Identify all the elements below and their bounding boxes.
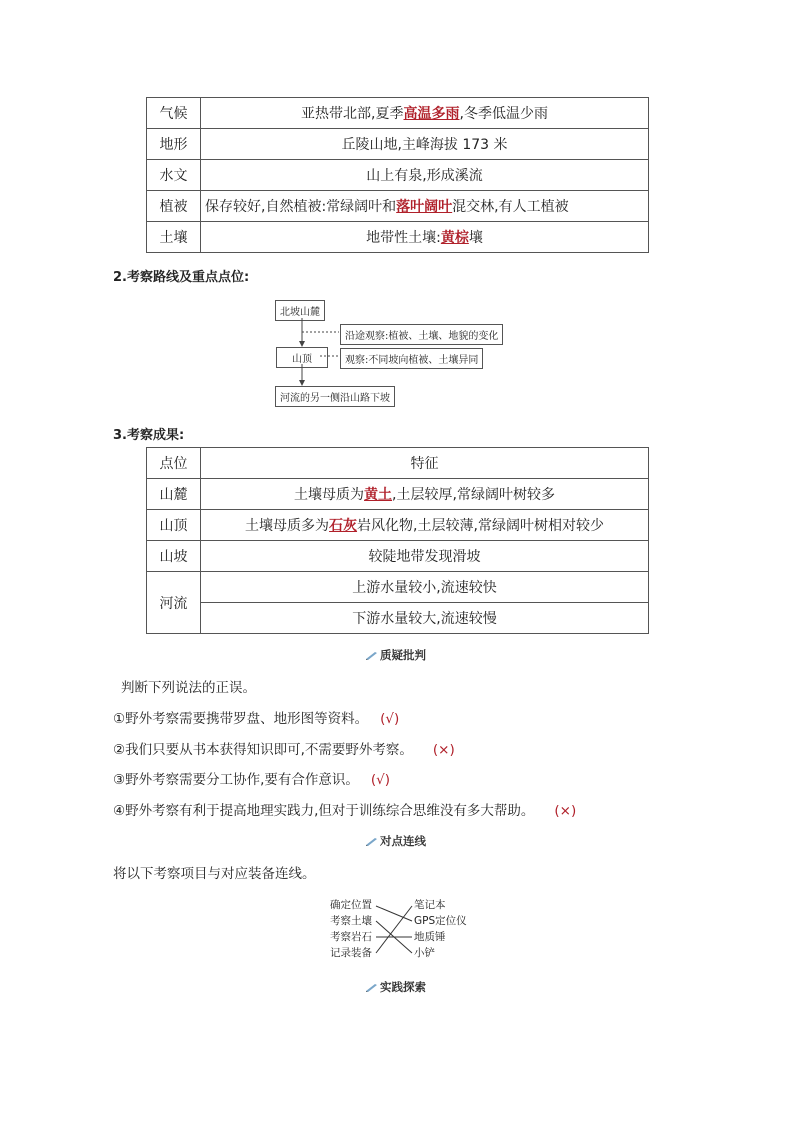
flow-middle-box: 山顶 xyxy=(276,347,328,368)
table-row xyxy=(147,541,649,572)
cell-text: 保存较好,自然植被:常绿阔叶和 xyxy=(205,199,397,215)
table-row xyxy=(147,572,649,603)
route-heading: 2.考察路线及重点点位: xyxy=(113,270,250,285)
table-row xyxy=(147,603,649,634)
row-value xyxy=(201,479,649,510)
judge-badge xyxy=(366,647,426,663)
row-label: 河流 xyxy=(147,572,201,634)
region-overview-table xyxy=(146,97,649,253)
highlight-keyword: 高温多雨 xyxy=(403,106,460,122)
highlight-keyword: 黄土 xyxy=(364,487,393,503)
match-right-2: GPS定位仪 xyxy=(414,915,467,927)
cell-text: 亚热带北部,夏季 xyxy=(301,106,404,122)
cell-text: ,冬季低温少雨 xyxy=(459,106,548,122)
pen-icon xyxy=(366,837,378,846)
table-row xyxy=(147,222,649,253)
match-left-2: 考察土壤 xyxy=(330,915,372,927)
match-right-3: 地质锤 xyxy=(414,931,446,943)
table-row xyxy=(147,98,649,129)
table-row xyxy=(147,160,649,191)
flow-start-box: 北坡山麓 xyxy=(275,300,325,321)
cell-text: 壤 xyxy=(468,230,483,246)
match-intro: 将以下考察项目与对应装备连线。 xyxy=(113,866,316,882)
row-label: 山顶 xyxy=(147,510,201,541)
row-label: 植被 xyxy=(147,191,201,222)
judge-item-text: ④野外考察有利于提高地理实践力,但对于训练综合思维没有多大帮助。 xyxy=(113,803,535,819)
row-label: 水文 xyxy=(147,160,201,191)
river-upstream: 上游水量较小,流速较快 xyxy=(201,572,649,603)
cell-text: 山上有泉,形成溪流 xyxy=(366,168,483,184)
match-right-4: 小铲 xyxy=(414,947,435,959)
cell-text: ,土层较厚,常绿阔叶树较多 xyxy=(392,487,555,503)
match-right-1: 笔记本 xyxy=(414,899,446,911)
match-left-3: 考察岩石 xyxy=(330,931,372,943)
results-header-row xyxy=(147,448,649,479)
judge-answer-mark: (×) xyxy=(554,803,577,819)
row-value xyxy=(201,222,649,253)
table-row xyxy=(147,510,649,541)
row-label: 山麓 xyxy=(147,479,201,510)
river-downstream: 下游水量较大,流速较慢 xyxy=(201,603,649,634)
judge-item-text: ①野外考察需要携带罗盘、地形图等资料。 xyxy=(113,711,369,727)
match-badge-label: 对点连线 xyxy=(380,834,426,848)
judge-answer-mark: (√) xyxy=(370,772,391,788)
header-feature: 特征 xyxy=(201,448,649,479)
judge-item xyxy=(113,768,390,788)
practice-badge xyxy=(366,979,426,995)
table-row xyxy=(147,191,649,222)
match-left-1: 确定位置 xyxy=(330,899,372,911)
row-value xyxy=(201,191,649,222)
row-value xyxy=(201,98,649,129)
row-value xyxy=(201,129,649,160)
row-label: 土壤 xyxy=(147,222,201,253)
highlight-keyword: 黄棕 xyxy=(440,230,469,246)
flow-end-box: 河流的另一侧沿山路下坡 xyxy=(275,386,395,407)
row-value xyxy=(201,541,649,572)
match-left-4: 记录装备 xyxy=(330,947,372,959)
flow-note2-box: 观察:不同坡向植被、土壤异同 xyxy=(340,348,483,369)
flow-note1-box: 沿途观察:植被、土壤、地貌的变化 xyxy=(340,324,503,345)
judge-item-text: ②我们只要从书本获得知识即可,不需要野外考察。 xyxy=(113,742,413,758)
pen-icon xyxy=(366,651,378,660)
row-label: 地形 xyxy=(147,129,201,160)
practice-badge-label: 实践探索 xyxy=(380,980,426,994)
match-badge xyxy=(366,833,426,849)
judge-answer-mark: (√) xyxy=(380,711,400,727)
cell-text: 丘陵山地,主峰海拔 173 米 xyxy=(341,137,508,153)
cell-text: 地带性土壤: xyxy=(366,230,441,246)
judge-item xyxy=(113,707,399,727)
judge-item-text: ③野外考察需要分工协作,要有合作意识。 xyxy=(113,772,359,788)
highlight-keyword: 石灰 xyxy=(329,518,358,534)
pen-icon xyxy=(366,983,378,992)
header-location: 点位 xyxy=(147,448,201,479)
cell-text: 岩风化物,土层较薄,常绿阔叶树相对较少 xyxy=(357,518,604,534)
matching-lines xyxy=(374,895,414,965)
row-value xyxy=(201,510,649,541)
cell-text: 混交林,有人工植被 xyxy=(452,199,569,215)
row-label: 山坡 xyxy=(147,541,201,572)
highlight-keyword: 落叶阔叶 xyxy=(396,199,453,215)
row-value xyxy=(201,160,649,191)
judge-badge-label: 质疑批判 xyxy=(380,648,426,662)
cell-text: 较陡地带发现滑坡 xyxy=(368,549,481,565)
row-label: 气候 xyxy=(147,98,201,129)
judge-item xyxy=(113,738,455,758)
flow-connectors xyxy=(270,312,350,392)
judge-item xyxy=(113,799,576,819)
table-row xyxy=(147,129,649,160)
results-table xyxy=(146,447,649,634)
cell-text: 土壤母质多为 xyxy=(245,518,330,534)
judge-intro: 判断下列说法的正误。 xyxy=(121,680,256,696)
cell-text: 土壤母质为 xyxy=(294,487,365,503)
judge-answer-mark: (×) xyxy=(432,742,455,758)
table-row xyxy=(147,479,649,510)
results-heading: 3.考察成果: xyxy=(113,428,185,443)
